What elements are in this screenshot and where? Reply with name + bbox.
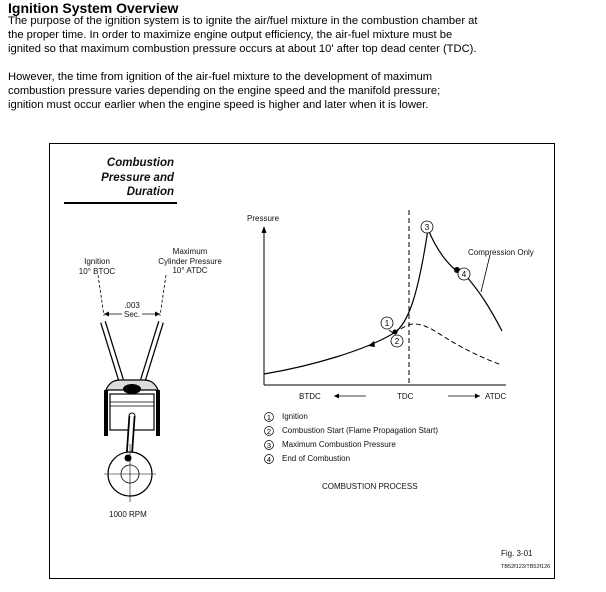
- x-label-atdc: ATDC: [485, 392, 507, 401]
- combustion-pressure-curve: [264, 229, 502, 374]
- y-axis-label: Pressure: [247, 214, 280, 223]
- max-pressure-label-line: Maximum: [172, 247, 208, 256]
- ignition-label-line: 10° BTOC: [78, 266, 116, 276]
- valve-left: [103, 322, 121, 380]
- paragraph-line: However, the time from ignition of the air-fuel mixture to the development of maximum: [8, 71, 433, 83]
- figure-title: [101, 156, 174, 200]
- duration-label: [118, 301, 146, 319]
- legend-item-combustion-start: Combustion Start (Flame Propagation Start): [282, 426, 439, 435]
- rpm-label: 1000 RPM: [109, 510, 147, 519]
- legend-item-max-pressure: Maximum Combustion Pressure: [282, 440, 396, 449]
- legend-item-end-combustion: End of Combustion: [282, 454, 351, 463]
- duration-label-line: Sec.: [123, 310, 140, 319]
- pressure-leader-line: [160, 275, 166, 316]
- max-pressure-label-line: 10° ATDC: [172, 266, 208, 275]
- paragraph-purpose: [8, 14, 600, 56]
- figure-title-line: Pressure and: [101, 171, 174, 184]
- paragraph-line: combustion pressure varies depending on the engine speed and the manifold pressure;: [8, 85, 441, 97]
- max-pressure-label-line: Cylinder Pressure: [158, 256, 222, 266]
- duration-label-line: .003: [124, 301, 140, 310]
- max-pressure-label: [145, 247, 235, 276]
- legend-num: 4: [266, 455, 272, 464]
- paragraph-line: ignition must occur earlier when the engine speed is higher and later when it is lower.: [8, 99, 429, 111]
- legend-num: 3: [266, 441, 272, 450]
- figure-caption: COMBUSTION PROCESS: [322, 482, 418, 491]
- compression-leader-line: [481, 255, 490, 292]
- compression-only-curve: [394, 324, 502, 365]
- valve-right: [143, 322, 161, 380]
- marker-2-label: 2: [394, 337, 400, 346]
- compression-only-label: Compression Only: [468, 248, 534, 257]
- figure-title-line: Duration: [126, 186, 174, 198]
- page-heading: Ignition System Overview: [8, 0, 179, 16]
- legend-num: 2: [266, 427, 272, 436]
- paragraph-line: The purpose of the ignition system is to ignite the air/fuel mixture in the combustion chamber at: [8, 15, 478, 27]
- figure-frame: [49, 143, 555, 579]
- x-label-tdc: TDC: [397, 392, 414, 401]
- figure-code: TB52f123/TB52f126: [501, 564, 551, 570]
- ignition-leader-line: [98, 275, 104, 316]
- legend-num: 1: [266, 413, 272, 422]
- ignition-label: [72, 257, 122, 276]
- marker-3: [421, 221, 433, 233]
- marker-2: [391, 335, 403, 347]
- figure-number: Fig. 3-01: [501, 549, 533, 558]
- paragraph-line: the proper time. In order to maximize engine output efficiency, the air-fuel mixture must be: [8, 29, 453, 41]
- marker-1: [381, 317, 393, 329]
- marker-3-label: 3: [424, 223, 430, 232]
- legend-item-ignition: Ignition: [282, 412, 308, 421]
- marker-4: [458, 268, 470, 280]
- legend-markers: [265, 413, 274, 465]
- paragraph-line: ignited so that maximum combustion pressure occurs at about 10' after top dead center (TDC).: [8, 43, 477, 55]
- paragraph-timing: [8, 70, 600, 112]
- ignition-label-line: Ignition: [84, 257, 110, 266]
- x-label-btdc: BTDC: [299, 392, 321, 401]
- marker-4-label: 4: [461, 270, 467, 279]
- combustion-flame: [123, 384, 141, 394]
- marker-point-2: [393, 330, 398, 335]
- marker-1-label: 1: [384, 319, 390, 328]
- figure-title-line: Combustion: [106, 157, 174, 169]
